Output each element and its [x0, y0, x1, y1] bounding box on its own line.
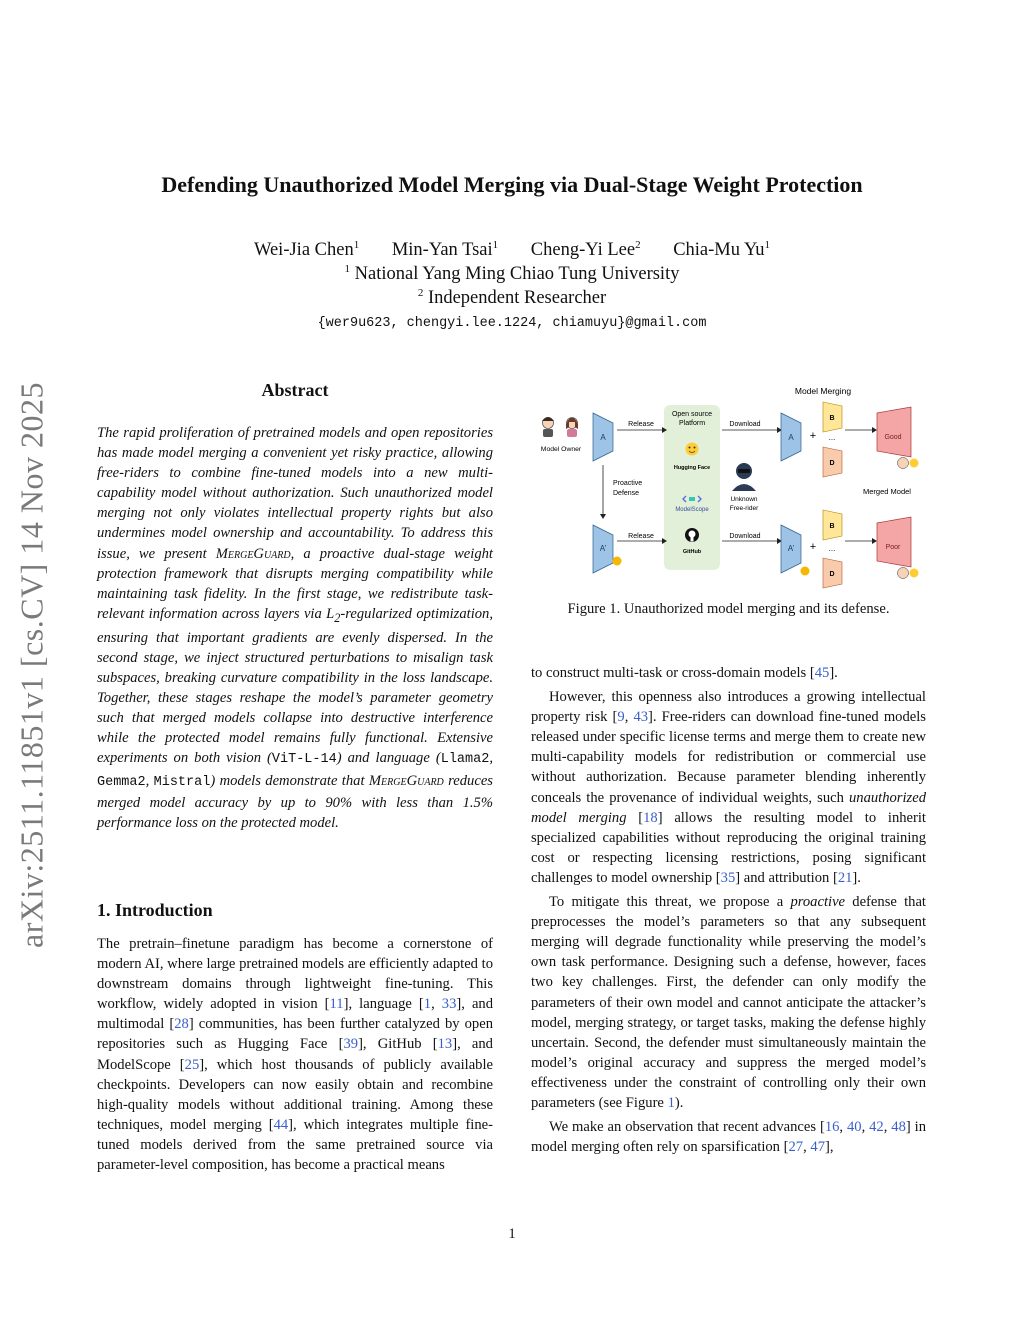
svg-text:Merged Model: Merged Model: [863, 487, 911, 496]
paper-title: Defending Unauthorized Model Merging via Dual-Stage Weight Protection: [161, 172, 863, 197]
citation-link[interactable]: 21: [837, 869, 853, 886]
svg-text:Download: Download: [729, 421, 761, 428]
svg-text:Release: Release: [628, 421, 654, 428]
protection-badge-icon: [613, 557, 622, 566]
svg-text:A’: A’: [787, 544, 795, 553]
introduction-text: The pretrain–finetune paradigm has become a cornerstone of modern AI, where large pretrained models are efficiently adapted to downstream domains through lightweight fine-tuning. This workflow, widely adopted in vision [11], language [1, 33], and multimodal [28] communities, has been further catalyzed by open repositories such as Hugging Face [39], GitHub [13], and ModelScope [25], which host thousands of publicly available checkpoints. Developers can now easily obtain and recombine high-quality models without additional training. Among these techniques, model merging [44], which integrates multiple fine-tuned models derived from the same pretrained source via parameter-level composition, has become a practical means: [97, 936, 494, 1174]
github-icon: [685, 528, 699, 542]
svg-text:Good: Good: [884, 434, 902, 441]
citation-link[interactable]: 48: [891, 1119, 906, 1136]
abstract-heading: Abstract: [261, 380, 329, 400]
svg-text:ModelScope: ModelScope: [675, 507, 709, 513]
citation-link[interactable]: 33: [441, 996, 457, 1013]
author-emails[interactable]: {wer9u623, chengyi.lee.1224, chiamuyu}@gmail.com: [317, 316, 707, 331]
citation-link[interactable]: 35: [720, 869, 736, 886]
citation-link[interactable]: 40: [846, 1119, 862, 1136]
citation-link[interactable]: 18: [643, 809, 658, 826]
affiliation: $^1$ National Yang Ming Chiao Tung University: [344, 262, 680, 284]
citation-link[interactable]: 11: [329, 996, 344, 1013]
method-name: MergeGuard: [215, 545, 291, 562]
svg-text:Download: Download: [729, 533, 761, 540]
happy-user-icon: [898, 458, 909, 469]
citation-link[interactable]: 13: [437, 1036, 453, 1053]
svg-text:+: +: [809, 541, 817, 553]
figure-1-diagram: [531, 383, 926, 593]
svg-text:B: B: [829, 523, 835, 530]
citation-link[interactable]: 27: [788, 1139, 804, 1156]
citation-link[interactable]: 39: [343, 1036, 359, 1053]
svg-text:A: A: [788, 433, 794, 442]
citation-link[interactable]: 45: [814, 665, 830, 681]
svg-text:B: B: [829, 415, 835, 422]
citation-link[interactable]: 44: [273, 1116, 289, 1133]
model-merging-label: Model Merging: [794, 386, 852, 396]
svg-text:D: D: [829, 460, 835, 467]
svg-text:Hugging Face: Hugging Face: [673, 465, 711, 471]
svg-text:Unknown: Unknown: [730, 496, 758, 503]
svg-text:Defense: Defense: [613, 490, 640, 497]
svg-text:A’: A’: [599, 544, 607, 553]
author: Wei-Jia Chen$^1$: [253, 238, 360, 260]
free-rider-hacker-icon: [732, 463, 756, 491]
sad-user-icon: [898, 568, 909, 579]
citation-link[interactable]: 16: [824, 1119, 840, 1136]
citation-link[interactable]: 1: [423, 996, 432, 1013]
svg-text:D: D: [829, 571, 835, 578]
citation-link[interactable]: 9: [617, 709, 625, 726]
citation-link[interactable]: 28: [174, 1016, 189, 1033]
sad-emoji-icon: [910, 569, 919, 578]
model-owner-icon: [542, 417, 578, 437]
hugging-face-icon: [686, 443, 699, 456]
model-owner-label: Model Owner: [540, 446, 582, 453]
method-name: MergeGuard: [368, 772, 444, 789]
citation-link[interactable]: 42: [869, 1119, 884, 1136]
svg-text:Platform: Platform: [678, 420, 706, 427]
merged-model-good-shape: [877, 407, 911, 457]
author: Cheng-Yi Lee$^2$: [530, 238, 641, 260]
citation-link[interactable]: 47: [810, 1139, 825, 1156]
figure-reference-link[interactable]: 1: [667, 1094, 675, 1111]
citation-link[interactable]: 43: [633, 709, 649, 726]
svg-text:+: +: [809, 430, 817, 442]
author-list: [100, 240, 924, 261]
svg-text:Release: Release: [628, 533, 654, 540]
page-number: 1: [508, 1226, 516, 1242]
affiliation: $^2$ Independent Researcher: [417, 286, 607, 308]
svg-text:Poor: Poor: [885, 544, 901, 551]
svg-text:Free-rider: Free-rider: [729, 505, 759, 512]
svg-text:GitHub: GitHub: [682, 549, 702, 555]
abstract-text: The rapid proliferation of pretrained models and open repositories has made model merging a convenient yet risky practice, allowing free-riders to combine fine-tuned models into a new multi-capability model without authorization. Such unauthorized model merging not only violates intellectual property rights but also undermines model ownership and accountability. To address this issue, we present MergeGuard, a proactive dual-stage weight protection framework that disrupts merging compatibility while maintaining task fidelity. In the first stage, we redistribute task-relevant information across layers via $L_2$-regularized optimization, ensuring that important gradients are evenly dispersed. In the second stage, we inject structured perturbations to misalign task subspaces, breaking curvature compatibility in the loss landscape. Together, these stages reshape the model’s parameter geometry such that merged models collapse into destructive interference while the protected model remains fully functional. Extensive experiments on both vision (ViT-L-14) and language (Llama2, Gemma2, Mistral) models demonstrate that MergeGuard reduces merged model accuracy by up to 90% with less than 1.5% performance loss on the protected model.: [97, 425, 493, 831]
svg-text:Open source: Open source: [671, 411, 713, 418]
svg-text:A: A: [600, 433, 606, 442]
figure-1-caption: Figure 1. Unauthorized model merging and its defense.: [567, 601, 890, 617]
citation-link[interactable]: 25: [184, 1056, 200, 1073]
svg-text:...: ...: [828, 544, 836, 553]
author: Chia-Mu Yu$^1$: [673, 238, 771, 260]
svg-text:...: ...: [828, 433, 836, 442]
section-heading-introduction: 1. Introduction: [97, 900, 213, 920]
author: Min-Yan Tsai$^1$: [391, 238, 499, 260]
arxiv-identifier: arXiv:2511.11851v1 [cs.CV] 14 Nov 2025: [13, 382, 50, 948]
smile-emoji-icon: [910, 459, 919, 468]
merged-model-poor-shape: [877, 517, 911, 567]
right-column-text: to construct multi-task or cross-domain models [45]. However, this openness also introduces a growing intellectual property risk [9, 43]. Free-riders can download fine-tuned models released under specific license terms and merge them to create new multi-capability models for redistribution or commercial use without authorization. Because parameter blending inherently conceals the provenance of individual weights, such unauthorized model merging [18] allows the resulting model to inherit specialized capabilities without reproducing the original training cost or respecting licensing restrictions, posing significant challenges to model ownership [35] and attribution [21]. To mitigate this threat, we propose a proactive defense that preprocesses the model’s parameters so that any subsequent merging will degrade functionality while preserving the model’s own task performance. Designing such a defense, however, faces two key challenges. First, the defender can only modify the parameters of their own model and cannot anticipate the attacker’s model, merging strategy, or target tasks, making the defense highly uncertain. Second, the defender must simultaneously maintain the model’s original accuracy and suppress the merged model’s effectiveness under the constraint of controlling only their own parameters (see Figure 1). We make an observation that recent advances [16, 40, 42, 48] in model merging often rely on sparsification [27, 47],: [531, 665, 926, 1156]
open-source-platform-box: [664, 405, 720, 570]
svg-text:Proactive: Proactive: [613, 480, 643, 487]
